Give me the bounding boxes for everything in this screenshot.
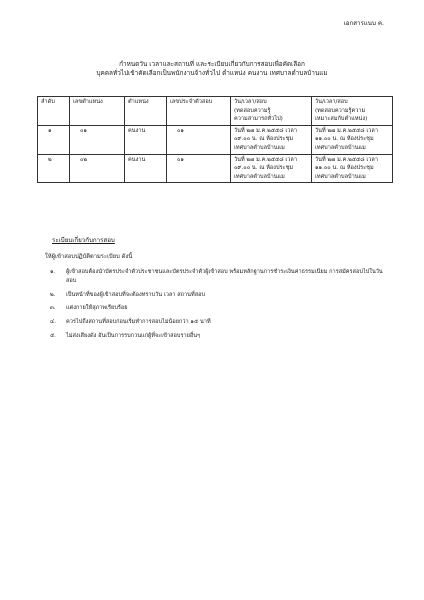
cell-order: ๑ (38, 125, 70, 154)
header-position-number: เลขตำแหน่ง (70, 97, 125, 126)
header-general-test: วัน/เวลา/สอบ (ทดสอบความรู้ ความสามารถทั่วไป) (231, 97, 312, 126)
header-suitability-test: วัน/เวลา/สอบ (ทดสอบความรู้ความ เหมาะสมกับตำแหน่ง) (312, 97, 393, 126)
list-item (50, 318, 390, 327)
cell-exam-id: ๐๑ (167, 125, 231, 154)
table-row (38, 125, 393, 154)
rule-text: ไม่ส่งเสียงดัง อันเป็นการรบกวนแก่ผู้ที่จะเข้าสอบรายอื่นๆ (66, 332, 201, 339)
table-row (38, 154, 393, 183)
list-item (50, 291, 390, 300)
rule-text: การสมัครสอบไปในวันสอบ (66, 269, 383, 285)
rules-list (50, 268, 390, 345)
rule-text: แต่งกายให้สุภาพเรียบร้อย (66, 305, 128, 312)
table-header-row (38, 97, 393, 126)
document-title-line-2: บุคคลทั่วไปเข้าคัดเลือกเป็นพนักงานจ้างทั่วไป ตำแหน่ง คนงาน เทศบาลตำบลบ้านแม (96, 69, 328, 77)
rule-number: ๓. (50, 305, 56, 312)
cell-suitability-test: วันที่ ๒๗ ม.ค.๒๕๕๘ เวลา ๑๑.๐๐ น. ณ ห้องประชุม เทศบาลตำบลบ้านแม (312, 154, 393, 183)
header-order: ลำดับ (38, 97, 70, 126)
cell-position-number: ๐๑ (70, 125, 125, 154)
cell-position: คนงาน (125, 154, 167, 183)
header-position: ตำแหน่ง (125, 97, 167, 126)
rule-text: ควรไปถึงสถานที่สอบก่อนเริ่มทำการสอบไม่น้อยกว่า ๑๕ นาที (66, 318, 211, 325)
cell-exam-id: ๐๑ (167, 154, 231, 183)
list-item (50, 332, 390, 341)
cell-general-test: วันที่ ๒๗ ม.ค.๒๕๕๘ เวลา ๐๙.๐๐ น. ณ ห้องประชุม เทศบาลตำบลบ้านแม (231, 125, 312, 154)
exam-schedule-table (37, 96, 393, 183)
rule-number: ๔. (50, 318, 57, 325)
list-item (50, 268, 390, 286)
cell-position: คนงาน (125, 125, 167, 154)
rule-text: เป็นหน้าที่ของผู้เข้าสอบที่จะต้องทราบวัน เวลา สถานที่สอบ (66, 291, 206, 298)
cell-order: ๒ (38, 154, 70, 183)
cell-suitability-test: วันที่ ๒๗ ม.ค.๒๕๕๘ เวลา ๑๑.๐๐ น. ณ ห้องประชุม เทศบาลตำบลบ้านแม (312, 125, 393, 154)
document-title-line-1: กำหนดวัน เวลาและสถานที่ และระเบียบเกี่ยวกับการสอบเพื่อคัดเลือก (119, 60, 305, 68)
header-exam-id: เลขประจำตัวสอบ (167, 97, 231, 126)
rules-intro: ให้ผู้เข้าสอบปฏิบัติตามระเบียบ ดังนี้ (45, 254, 133, 260)
rules-heading: ระเบียบเกี่ยวกับการสอบ (52, 237, 115, 244)
rule-number: ๒. (50, 291, 56, 298)
cell-general-test: วันที่ ๒๗ ม.ค.๒๕๕๘ เวลา ๐๙.๐๐ น. ณ ห้องประชุม เทศบาลตำบลบ้านแม (231, 154, 312, 183)
rule-text: ผู้เข้าสอบต้องนำบัตรประจำตัวประชาชนและบัตรประจำตัวผู้เข้าสอบ พร้อมหลักฐานการชำระเงินค่าธรรมเนียม (66, 269, 328, 275)
rule-number: ๑. (50, 269, 56, 275)
cell-position-number: ๐๒ (70, 154, 125, 183)
rule-number: ๕. (50, 332, 57, 339)
annex-label: เอกสารแนบ ค. (343, 20, 384, 27)
list-item (50, 304, 390, 313)
